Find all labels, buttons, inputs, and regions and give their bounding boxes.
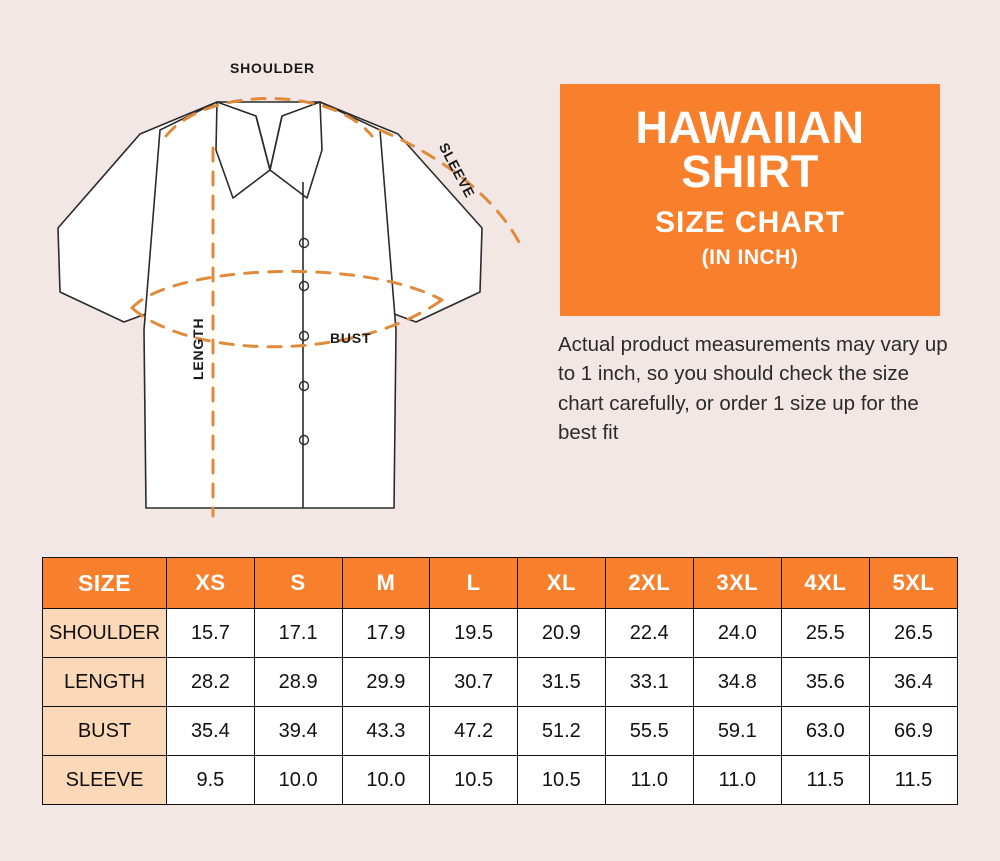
table-cell: 10.0 bbox=[342, 756, 430, 805]
table-cell: 11.5 bbox=[781, 756, 869, 805]
table-cell: 10.0 bbox=[254, 756, 342, 805]
table-cell: 28.9 bbox=[254, 658, 342, 707]
table-cell: 11.0 bbox=[605, 756, 693, 805]
title-card bbox=[560, 84, 940, 316]
table-cell: 29.9 bbox=[342, 658, 430, 707]
size-chart-table bbox=[42, 557, 958, 805]
table-row bbox=[43, 707, 958, 756]
table-cell: 51.2 bbox=[517, 707, 605, 756]
table-cell: 55.5 bbox=[605, 707, 693, 756]
row-label: SHOULDER bbox=[43, 609, 167, 658]
annotation-sleeve: SLEEVE bbox=[435, 140, 479, 201]
measurement-note: Actual product measurements may vary up to 1 inch, so you should check the size chart carefully, or order 1 size up for the best fit bbox=[558, 333, 948, 444]
table-header-5xl: 5XL bbox=[869, 558, 957, 609]
table-cell: 31.5 bbox=[517, 658, 605, 707]
table-row bbox=[43, 609, 958, 658]
table-header-xl: XL bbox=[517, 558, 605, 609]
table-cell: 24.0 bbox=[693, 609, 781, 658]
table-cell: 22.4 bbox=[605, 609, 693, 658]
table-cell: 17.1 bbox=[254, 609, 342, 658]
table-header-l: L bbox=[430, 558, 518, 609]
table-cell: 20.9 bbox=[517, 609, 605, 658]
table-cell: 30.7 bbox=[430, 658, 518, 707]
table-cell: 9.5 bbox=[167, 756, 255, 805]
table-header-xs: XS bbox=[167, 558, 255, 609]
row-label: SLEEVE bbox=[43, 756, 167, 805]
table-cell: 36.4 bbox=[869, 658, 957, 707]
table-cell: 59.1 bbox=[693, 707, 781, 756]
table-header-s: S bbox=[254, 558, 342, 609]
annotation-length: LENGTH bbox=[190, 317, 206, 380]
table-cell: 28.2 bbox=[167, 658, 255, 707]
table-header-4xl: 4XL bbox=[781, 558, 869, 609]
table-row bbox=[43, 756, 958, 805]
table-cell: 26.5 bbox=[869, 609, 957, 658]
table-header-2xl: 2XL bbox=[605, 558, 693, 609]
table-row bbox=[43, 658, 958, 707]
row-label: LENGTH bbox=[43, 658, 167, 707]
table-cell: 63.0 bbox=[781, 707, 869, 756]
page-title: HAWAIIAN SHIRT bbox=[635, 102, 865, 198]
table-cell: 43.3 bbox=[342, 707, 430, 756]
table-cell: 15.7 bbox=[167, 609, 255, 658]
unit-label: (IN INCH) bbox=[701, 246, 799, 270]
table-header-m: M bbox=[342, 558, 430, 609]
table-cell: 25.5 bbox=[781, 609, 869, 658]
annotation-shoulder: SHOULDER bbox=[230, 60, 315, 76]
table-cell: 33.1 bbox=[605, 658, 693, 707]
table-cell: 11.5 bbox=[869, 756, 957, 805]
table-cell: 10.5 bbox=[517, 756, 605, 805]
table-header-3xl: 3XL bbox=[693, 558, 781, 609]
table-cell: 35.4 bbox=[167, 707, 255, 756]
table-cell: 17.9 bbox=[342, 609, 430, 658]
table-cell: 35.6 bbox=[781, 658, 869, 707]
table-cell: 39.4 bbox=[254, 707, 342, 756]
table-body bbox=[43, 609, 958, 805]
table-cell: 66.9 bbox=[869, 707, 957, 756]
page-subtitle: SIZE CHART bbox=[655, 206, 845, 240]
table-cell: 19.5 bbox=[430, 609, 518, 658]
table-cell: 11.0 bbox=[693, 756, 781, 805]
table-cell: 34.8 bbox=[693, 658, 781, 707]
table-header-row bbox=[43, 558, 958, 609]
table-cell: 10.5 bbox=[430, 756, 518, 805]
table-header-size: SIZE bbox=[43, 558, 167, 609]
table-cell: 47.2 bbox=[430, 707, 518, 756]
row-label: BUST bbox=[43, 707, 167, 756]
shirt-illustration bbox=[20, 30, 560, 520]
annotation-bust: BUST bbox=[330, 330, 372, 346]
